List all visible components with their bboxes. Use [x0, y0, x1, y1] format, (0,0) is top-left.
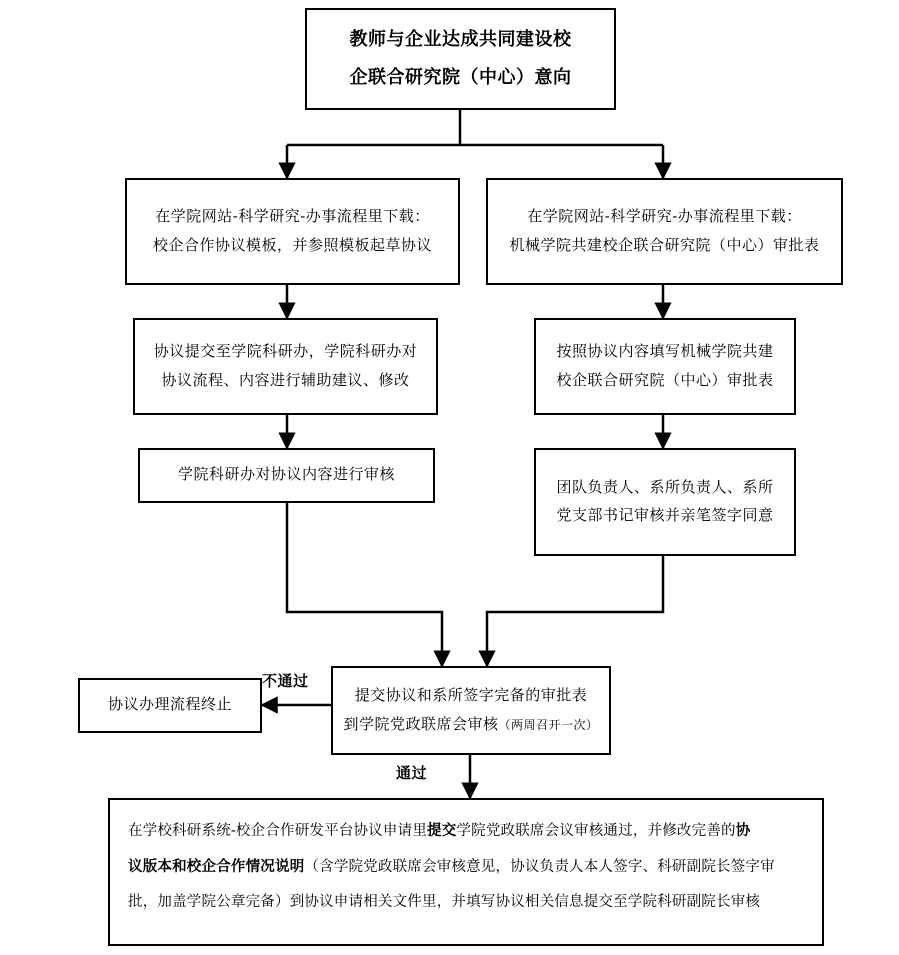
node-right-download-form-line-1: 在学院网站-科学研究-办事流程里下载：	[527, 208, 802, 225]
node-final-submission-line-3: 批，加盖学院公章完备）到协议申请相关文件里，并填写协议相关信息提交至学院科研副院长审核	[128, 894, 761, 911]
final-line2-c: （含学院党政联席会审核意见，协议负责人本人签字、科研副院长签字审	[304, 858, 775, 875]
final-line1-a: 在学校科研系统-校企合作研发平台协议申请里	[128, 823, 428, 839]
node-joint-meeting-review-line-1: 提交协议和系所签字完备的审批表	[354, 687, 588, 704]
node-process-terminated	[78, 678, 262, 733]
node-left-submit-research-office-line-2: 协议流程、内容进行辅助建议、修改	[161, 371, 410, 389]
node-right-download-form-line-2: 机械学院共建校企联合研究院（中心）审批表	[509, 236, 820, 254]
node-right-fill-form-line-2: 校企联合研究院（中心）审批表	[556, 371, 774, 389]
final-line1-b: 提交	[427, 823, 457, 839]
node-final-submission-line-2	[128, 850, 804, 886]
node-final-submission	[108, 798, 824, 946]
final-line1-c: 学院党政联席会议审核通过，并修改完善的	[456, 823, 736, 839]
node-joint-meeting-review-line-2-note: （两周召开一次）	[498, 717, 599, 732]
node-title-line-2: 企联合研究院（中心）意向	[349, 67, 572, 87]
node-left-submit-research-office	[133, 318, 438, 415]
final-line2-a: 议版本和校企合作	[128, 858, 246, 875]
final-line2-b: 情况说明	[245, 858, 305, 875]
node-joint-meeting-review	[331, 666, 611, 755]
node-title-line-1: 教师与企业达成共同建设校	[349, 29, 572, 50]
node-left-download-template	[125, 178, 460, 285]
node-right-download-form	[486, 178, 843, 285]
node-right-fill-form	[534, 318, 796, 415]
node-right-leaders-sign	[534, 448, 796, 556]
node-left-office-review-line-1: 学院科研办对协议内容进行审核	[177, 466, 395, 484]
node-right-leaders-sign-line-1: 团队负责人、系所负责人、系所	[556, 478, 774, 496]
node-process-terminated-line-1: 协议办理流程终止	[107, 696, 232, 714]
node-right-fill-form-line-1: 按照协议内容填写机械学院共建	[556, 343, 774, 360]
node-joint-meeting-review-line-2	[343, 711, 598, 740]
final-line1-d: 协	[735, 823, 751, 839]
node-left-download-template-line-2: 校企合作协议模板，并参照模板起草协议	[152, 236, 432, 254]
node-left-submit-research-office-line-1: 协议提交至学院科研办，学院科研办对	[153, 343, 418, 360]
edge-label-fail: 不通过	[262, 673, 309, 690]
node-left-download-template-line-1: 在学院网站-科学研究-办事流程里下载：	[155, 208, 430, 225]
node-left-office-review	[138, 448, 435, 503]
node-joint-meeting-review-line-2-main: 到学院党政联席会审核	[343, 715, 499, 733]
node-title	[305, 8, 616, 110]
node-final-submission-line-1	[128, 814, 804, 850]
node-right-leaders-sign-line-2: 党支部书记审核并亲笔签字同意	[556, 507, 774, 524]
edge-label-pass: 通过	[396, 765, 428, 782]
